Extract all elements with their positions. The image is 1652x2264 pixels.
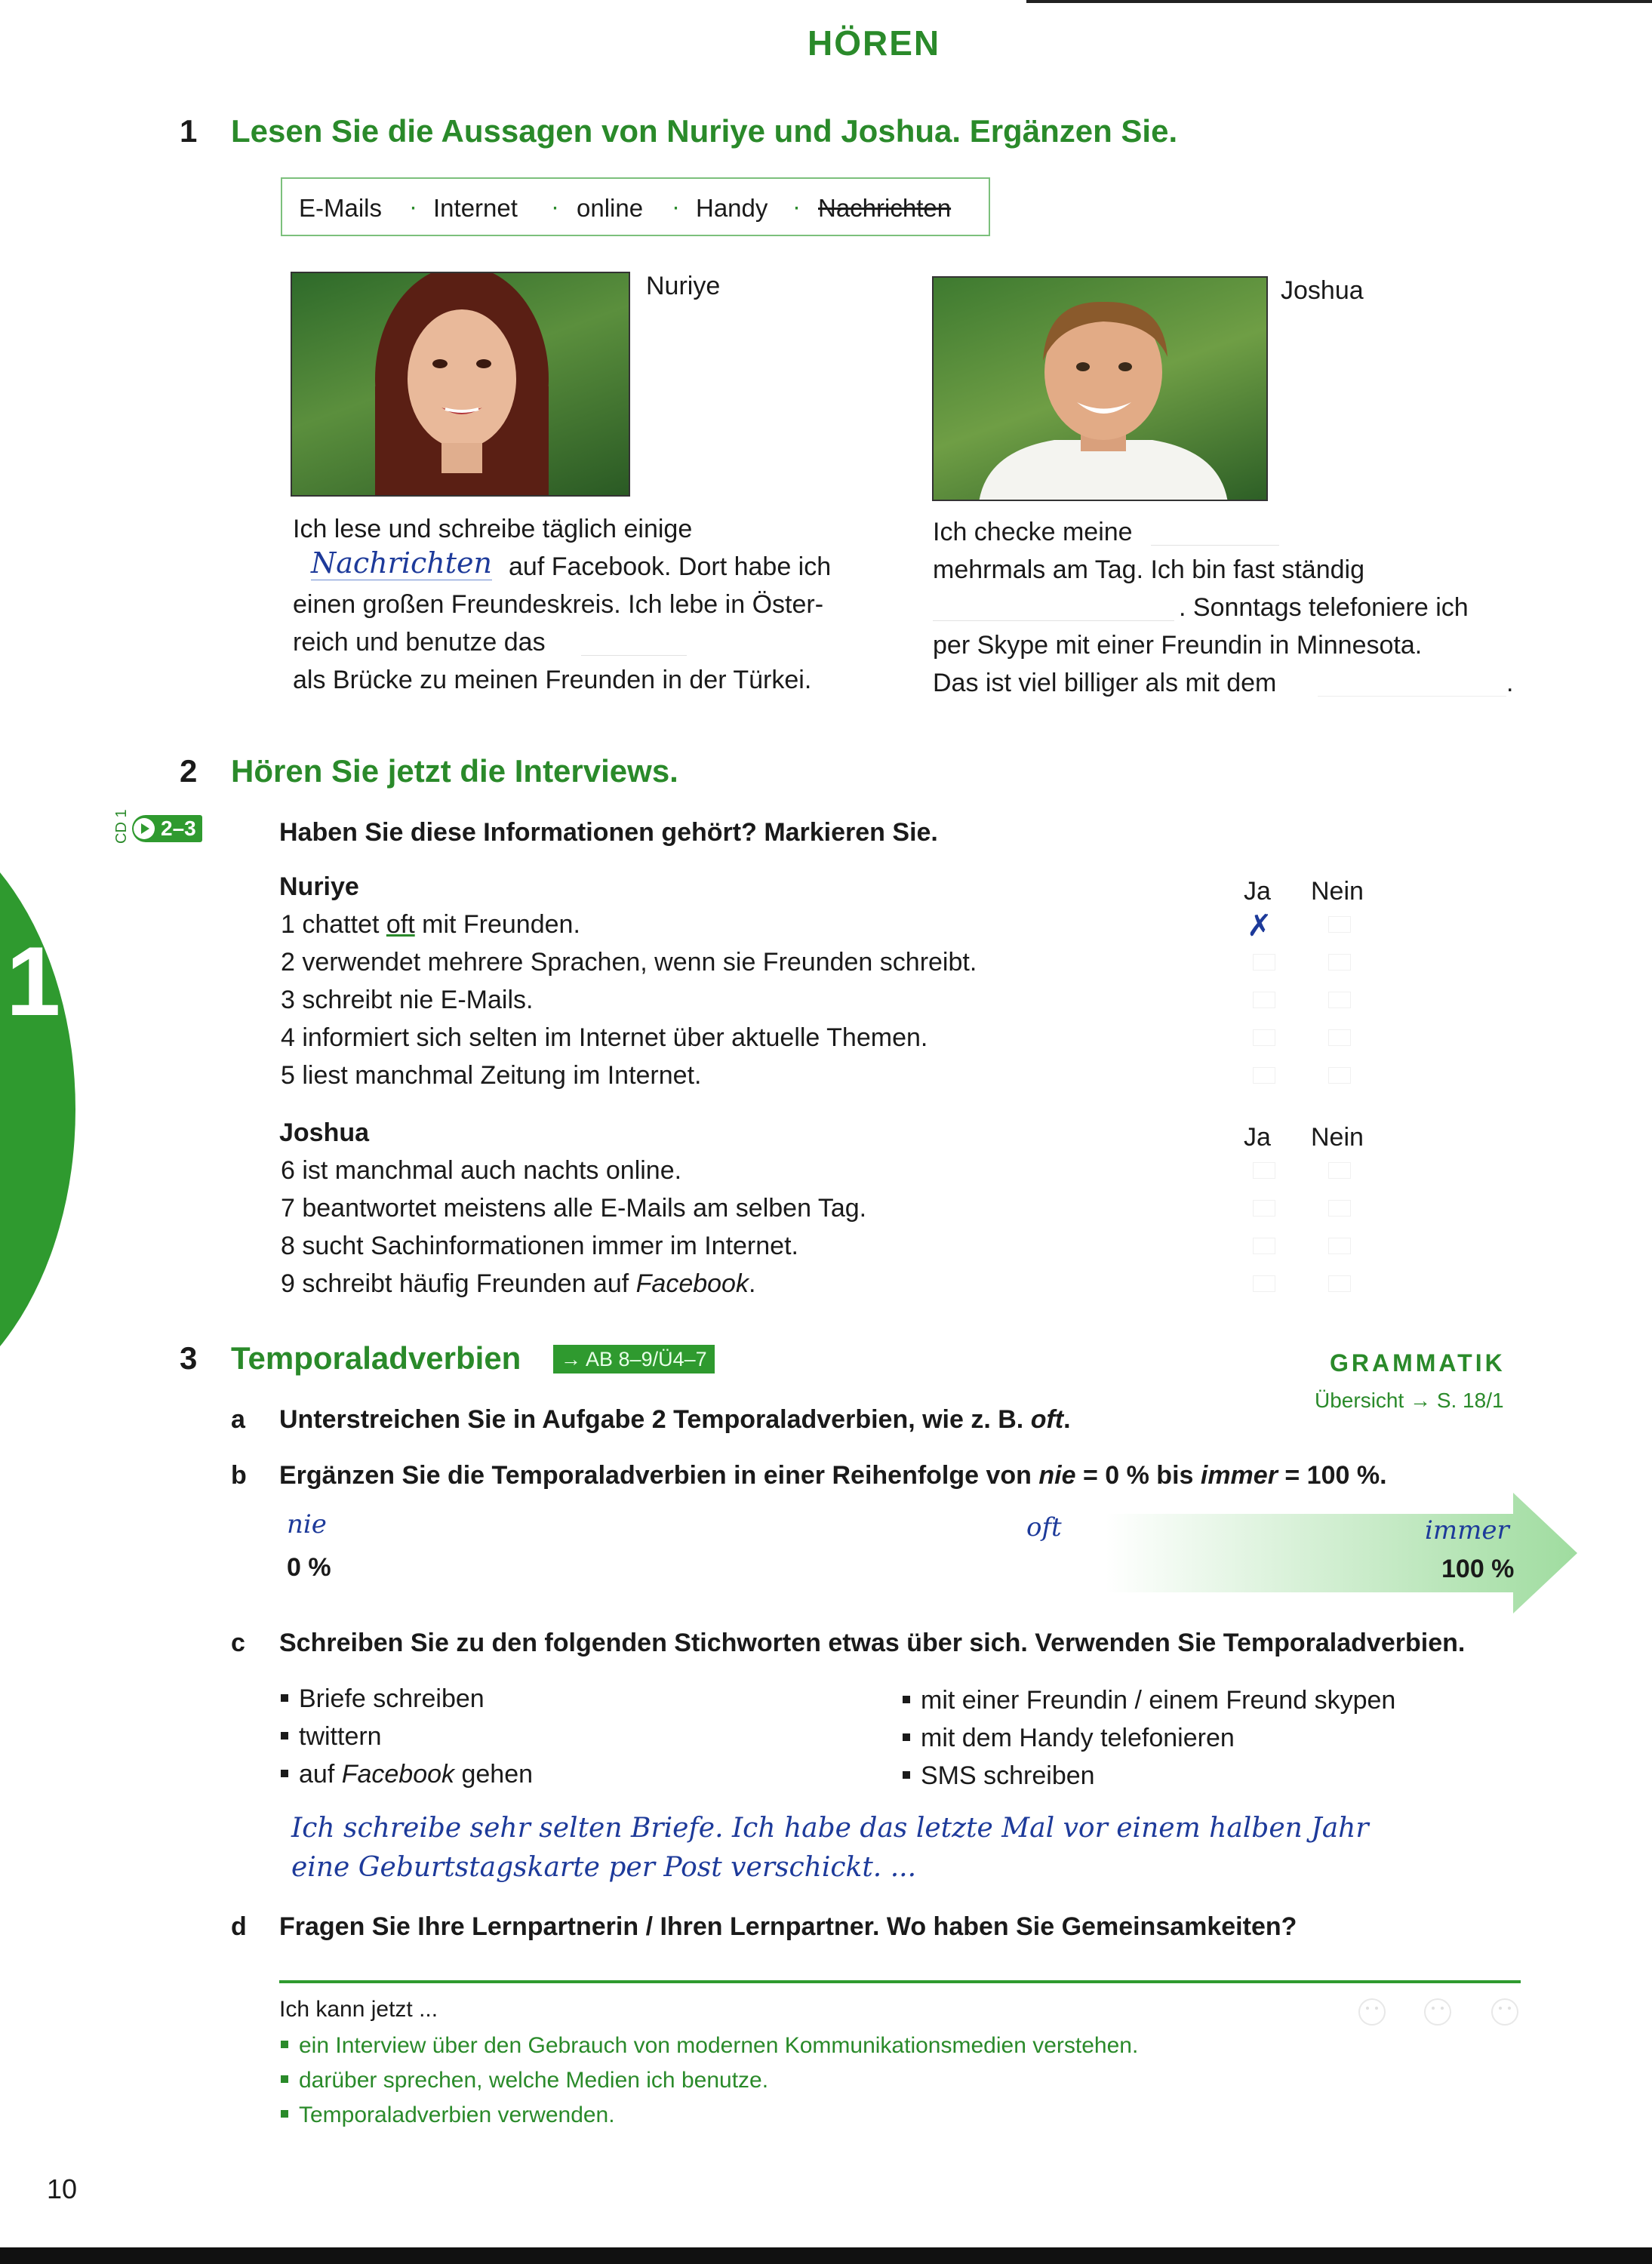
task-3b-post: = 100 %. <box>1277 1461 1387 1490</box>
no-checkbox[interactable] <box>1328 1162 1351 1179</box>
word-box-item: Internet <box>433 194 518 222</box>
nuriye-line-5: als Brücke zu meinen Freunden in der Türkei. <box>293 666 812 694</box>
workbook-ref-badge[interactable]: → AB 8–9/Ü4–7 <box>553 1345 715 1373</box>
col-yes-joshua: Ja <box>1244 1123 1271 1152</box>
bullet-icon <box>281 2041 288 2048</box>
list-item-post: mit Freunden. <box>414 910 580 939</box>
word-box-separator: · <box>551 192 559 220</box>
top-rule <box>1026 0 1652 3</box>
list-item: 2 verwendet mehrere Sprachen, wenn sie Freunden schreibt. <box>281 948 977 977</box>
can-do-text: darüber sprechen, welche Medien ich benutze. <box>299 2068 769 2093</box>
task-3a-pre: Unterstreichen Sie in Aufgabe 2 Temporaladverbien, wie z. B. <box>279 1405 1031 1434</box>
word-box-separator: · <box>672 192 680 220</box>
list-item: 4 informiert sich selten im Internet über aktuelle Themen. <box>281 1023 928 1052</box>
no-checkbox[interactable] <box>1328 1238 1351 1254</box>
keyword-item <box>281 1684 485 1714</box>
keyword-item <box>281 1760 533 1789</box>
word-box-item-crossed: Nachrichten <box>818 194 952 222</box>
task-3b-text <box>279 1461 1387 1490</box>
nuriye-portrait-icon <box>292 273 630 497</box>
grammar-label: GRAMMATIK <box>1330 1349 1506 1377</box>
list-item: 6 ist manchmal auch nachts online. <box>281 1156 682 1185</box>
cd-label: CD 1 <box>113 809 130 844</box>
nuriye-answer: Nachrichten <box>311 546 492 580</box>
keyword-item <box>281 1722 382 1752</box>
nuriye-line-1: Ich lese und schreibe täglich einige <box>293 515 693 543</box>
cd-play-icon <box>134 818 155 839</box>
yes-checkbox[interactable] <box>1253 992 1275 1008</box>
nuriye-name: Nuriye <box>646 272 721 300</box>
yes-checkbox[interactable] <box>1253 1200 1275 1217</box>
grammar-ref-link[interactable]: Übersicht → S. 18/1 <box>1315 1389 1504 1412</box>
joshua-line-1: Ich checke meine <box>933 518 1133 546</box>
task-3b-mid: = 0 % bis <box>1075 1461 1201 1490</box>
keyword-text: SMS schreiben <box>921 1761 1095 1790</box>
yes-checkbox[interactable] <box>1253 1162 1275 1179</box>
task-3a-letter: a <box>231 1405 245 1434</box>
list-item-pre: 9 schreibt häufig Freunden auf <box>281 1269 636 1298</box>
section-title: HÖREN <box>808 23 941 63</box>
can-do-item <box>281 2103 615 2128</box>
bullet-icon <box>281 1732 288 1740</box>
scale-left-word: nie <box>287 1509 327 1540</box>
joshua-line-5: Das ist viel billiger als mit dem <box>933 669 1277 697</box>
scale-left-percent: 0 % <box>287 1553 331 1582</box>
list-item: 8 sucht Sachinformationen immer im Internet. <box>281 1232 798 1260</box>
can-do-rule <box>279 1980 1521 1983</box>
can-do-text: ein Interview über den Gebrauch von modernen Kommunikationsmedien verstehen. <box>299 2033 1139 2058</box>
cd-track-number: 2–3 <box>161 817 196 840</box>
smiley-sad-icon[interactable] <box>1491 1998 1518 2026</box>
bullet-icon <box>903 1733 910 1741</box>
can-do-item <box>281 2068 768 2093</box>
yes-checkbox[interactable] <box>1253 1029 1275 1046</box>
chapter-number: 1 <box>6 926 61 1036</box>
nuriye-photo <box>291 272 630 497</box>
keyword-item <box>903 1761 1095 1791</box>
joshua-photo <box>932 276 1268 501</box>
list-item-em: Facebook <box>635 1269 749 1298</box>
keyword-post: gehen <box>454 1760 534 1789</box>
can-do-text: Temporaladverbien verwenden. <box>299 2103 615 2127</box>
joshua-blank-1[interactable] <box>1151 545 1279 546</box>
task-3b-pre: Ergänzen Sie die Temporaladverbien in einer Reihenfolge von <box>279 1461 1039 1490</box>
word-box-item: E-Mails <box>299 194 383 222</box>
col-no-joshua: Nein <box>1311 1123 1364 1152</box>
smiley-neutral-icon[interactable] <box>1424 1998 1451 2026</box>
bullet-icon <box>281 2075 288 2083</box>
yes-checkbox[interactable] <box>1253 1275 1275 1292</box>
yes-checkmark[interactable]: ✗ <box>1247 909 1272 943</box>
task-1-number: 1 <box>180 113 198 149</box>
no-checkbox[interactable] <box>1328 916 1351 933</box>
keyword-item <box>903 1686 1395 1715</box>
task-2-number: 2 <box>180 753 198 789</box>
word-box <box>281 177 990 236</box>
nuriye-line-3: einen großen Freundeskreis. Ich lebe in Öster- <box>293 590 824 619</box>
task-3d-letter: d <box>231 1912 247 1941</box>
word-box-item: Handy <box>696 194 768 222</box>
scale-right-percent: 100 % <box>1441 1555 1515 1583</box>
col-no-nuriye: Nein <box>1311 877 1364 906</box>
task-2-title: Hören Sie jetzt die Interviews. <box>231 753 678 789</box>
nuriye-blank[interactable] <box>581 655 687 656</box>
scale-mid-word: oft <box>1026 1512 1062 1543</box>
joshua-blank-2[interactable] <box>933 620 1174 621</box>
page-number: 10 <box>47 2173 78 2204</box>
joshua-line-6: . <box>1506 669 1514 697</box>
keyword-pre: auf <box>299 1760 342 1789</box>
bullet-icon <box>281 1770 288 1777</box>
underlined-adverb: oft <box>386 910 415 939</box>
joshua-list-label: Joshua <box>279 1118 370 1147</box>
task-3a-post: . <box>1063 1405 1071 1434</box>
task-1-instruction: Lesen Sie die Aussagen von Nuriye und Joshua. Ergänzen Sie. <box>231 113 1178 149</box>
list-item <box>281 910 580 940</box>
list-item: 7 beantwortet meistens alle E-Mails am selben Tag. <box>281 1194 867 1223</box>
task-3c-text: Schreiben Sie zu den folgenden Stichworten etwas über sich. Verwenden Sie Temporaladverbien. <box>279 1629 1466 1657</box>
yes-checkbox[interactable] <box>1253 1238 1275 1254</box>
task-3a-em: oft <box>1030 1405 1064 1434</box>
joshua-line-3: . Sonntags telefoniere ich <box>1179 593 1469 622</box>
joshua-name: Joshua <box>1281 276 1364 305</box>
list-item: 3 schreibt nie E-Mails. <box>281 986 534 1014</box>
task-3c-letter: c <box>231 1629 245 1657</box>
smiley-happy-icon[interactable] <box>1358 1998 1386 2026</box>
task-2-question: Haben Sie diese Informationen gehört? Markieren Sie. <box>279 818 938 847</box>
handwritten-answer-line-2: eine Geburtstagskarte per Post verschickt. ... <box>291 1852 917 1883</box>
task-3b-letter: b <box>231 1461 247 1490</box>
nuriye-line-4: reich und benutze das <box>293 628 546 657</box>
chapter-tab <box>0 800 75 1419</box>
scale-right-word: immer <box>1425 1515 1509 1546</box>
task-3a-text <box>279 1405 1071 1435</box>
joshua-blank-3[interactable] <box>1318 696 1506 697</box>
no-checkbox[interactable] <box>1328 1200 1351 1217</box>
yes-checkbox[interactable] <box>1253 954 1275 971</box>
keyword-text: twittern <box>299 1722 382 1751</box>
word-box-separator: · <box>792 192 801 220</box>
can-do-item <box>281 2033 1138 2059</box>
no-checkbox[interactable] <box>1328 1029 1351 1046</box>
joshua-line-2: mehrmals am Tag. Ich bin fast ständig <box>933 555 1364 584</box>
bullet-icon <box>903 1696 910 1703</box>
col-yes-nuriye: Ja <box>1244 877 1271 906</box>
task-3d-text: Fragen Sie Ihre Lernpartnerin / Ihren Lernpartner. Wo haben Sie Gemeinsamkeiten? <box>279 1912 1297 1941</box>
joshua-portrait-icon <box>934 278 1268 501</box>
can-do-label: Ich kann jetzt ... <box>279 1997 438 2022</box>
no-checkbox[interactable] <box>1328 992 1351 1008</box>
nuriye-line-2: auf Facebook. Dort habe ich <box>509 552 832 581</box>
bullet-icon <box>281 1694 288 1702</box>
bullet-icon <box>903 1771 910 1779</box>
word-box-separator: · <box>409 192 417 220</box>
keyword-em: Facebook <box>341 1760 455 1789</box>
no-checkbox[interactable] <box>1328 954 1351 971</box>
keyword-text: Briefe schreiben <box>299 1684 485 1713</box>
no-checkbox[interactable] <box>1328 1275 1351 1292</box>
task-3-title: Temporaladverbien <box>231 1340 521 1376</box>
keyword-text: mit dem Handy telefonieren <box>921 1724 1235 1752</box>
list-item-pre: 1 chattet <box>281 910 386 939</box>
handwritten-answer-line-1: Ich schreibe sehr selten Briefe. Ich habe das letzte Mal vor einem halben Jahr <box>291 1813 1369 1844</box>
joshua-line-4: per Skype mit einer Freundin in Minnesota. <box>933 631 1423 660</box>
yes-checkbox[interactable] <box>1253 1067 1275 1084</box>
task-3b-em2: immer <box>1200 1461 1278 1490</box>
bullet-icon <box>281 2110 288 2118</box>
no-checkbox[interactable] <box>1328 1067 1351 1084</box>
percentage-scale-arrow <box>1106 1493 1577 1613</box>
keyword-text: mit einer Freundin / einem Freund skypen <box>921 1686 1396 1715</box>
keyword-item <box>903 1724 1235 1753</box>
bottom-bar <box>0 2247 1652 2264</box>
list-item <box>281 1269 755 1299</box>
nuriye-list-label: Nuriye <box>279 872 359 901</box>
task-3b-em1: nie <box>1038 1461 1076 1490</box>
word-box-item: online <box>577 194 644 222</box>
task-3-number: 3 <box>180 1340 198 1376</box>
list-item-post: . <box>748 1269 756 1298</box>
list-item: 5 liest manchmal Zeitung im Internet. <box>281 1061 702 1090</box>
